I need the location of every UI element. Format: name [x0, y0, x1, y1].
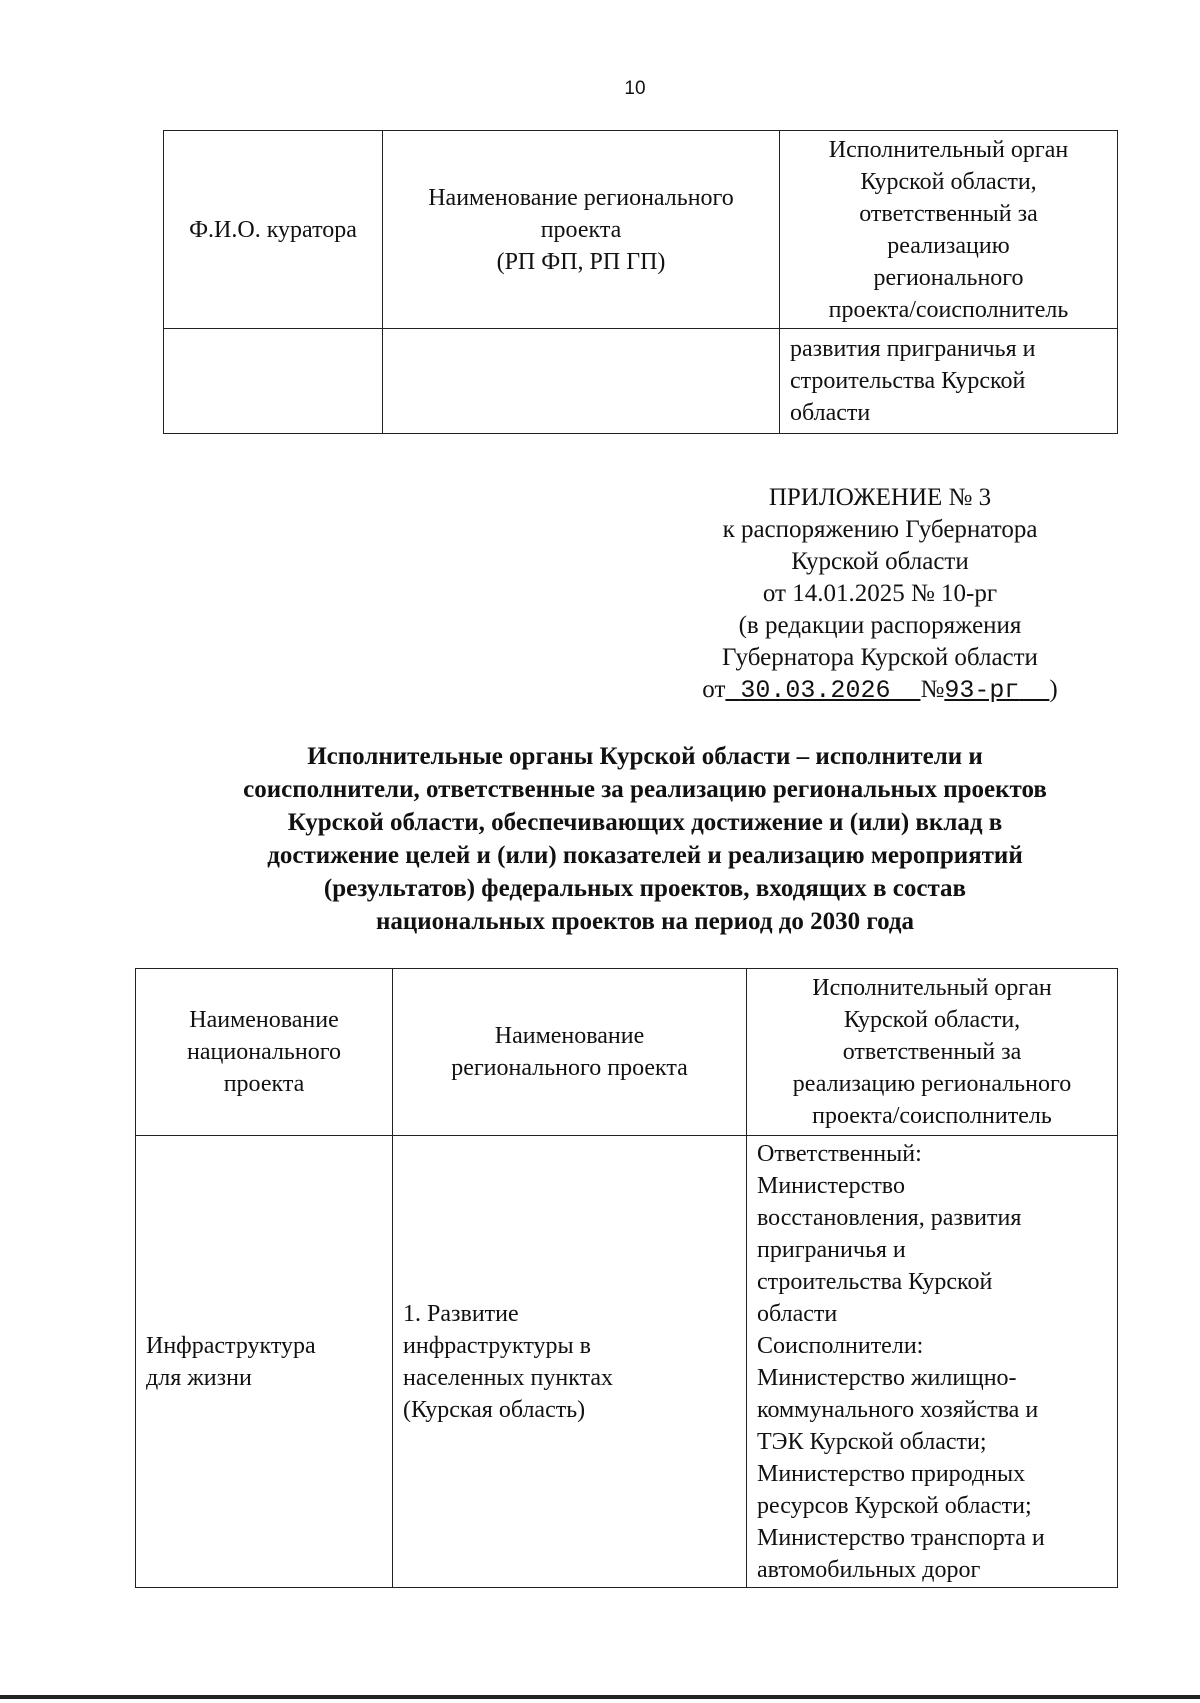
header-line: Исполнительный орган: [828, 136, 1069, 163]
header-line: регионального проекта: [451, 1055, 688, 1081]
cell-line: ресурсов Курской области;: [757, 1493, 1032, 1519]
appendix-block: [680, 482, 1080, 707]
cell-line: восстановления, развития: [757, 1205, 1022, 1231]
cell-line: развития приграничья и: [790, 336, 1036, 362]
continued-table: [163, 130, 1118, 434]
appendix-title: ПРИЛОЖЕНИЕ № 3: [768, 484, 992, 511]
header-line: Курской области,: [843, 1007, 1021, 1033]
cell-executive-body: [747, 1136, 1118, 1588]
header-line: ответственный за: [842, 1039, 1022, 1065]
cell-line: приграничья и: [757, 1237, 906, 1263]
cell-line: строительства Курской: [757, 1269, 993, 1295]
appendix-line: Курской области: [791, 548, 969, 575]
heading-line: достижение целей и (или) показателей и реализацию мероприятий: [267, 842, 1023, 869]
from-prefix: от: [702, 676, 726, 703]
header-line: реализацию регионального: [792, 1071, 1072, 1097]
appendix-edition-line: [680, 674, 1080, 707]
header-national-project: [136, 969, 393, 1136]
cell-project: [383, 329, 780, 434]
header-executive-body: [747, 969, 1118, 1136]
header-line: регионального: [873, 264, 1024, 291]
header-line: проекта: [540, 216, 622, 243]
header-line: Курской области,: [860, 168, 1037, 195]
cell-line: Министерство природных: [757, 1461, 1026, 1487]
cell-line: Ответственный:: [757, 1141, 922, 1167]
heading-line: соисполнители, ответственные за реализацию региональных проектов: [243, 776, 1047, 803]
cell-line: автомобильных дорог: [757, 1557, 981, 1583]
cell-line: инфраструктуры в: [403, 1332, 591, 1359]
heading-line: (результатов) федеральных проектов, входящих в состав: [323, 875, 967, 902]
header-line: Наименование: [494, 1023, 645, 1049]
cell-line: Министерство транспорта и: [757, 1525, 1045, 1551]
cell-line: строительства Курской: [790, 368, 1026, 394]
cell-line: Министерство: [757, 1173, 905, 1199]
continued-table-header: [164, 131, 1118, 329]
cell-line: Инфраструктура: [146, 1332, 316, 1359]
main-table-row: [136, 1136, 1118, 1588]
bottom-scan-edge: [0, 1695, 1200, 1699]
main-table-header: [136, 969, 1118, 1136]
header-line: национального: [187, 1039, 341, 1065]
header-executive-body: [780, 131, 1118, 329]
header-regional-project-name: [383, 131, 780, 329]
cell-line: коммунального хозяйства и: [757, 1397, 1039, 1423]
header-line: (РП ФП, РП ГП): [496, 248, 666, 275]
header-line: реализацию: [887, 232, 1010, 259]
appendix-line: к распоряжению Губернатора: [722, 516, 1038, 543]
appendix-line: Губернатора Курской области: [722, 644, 1038, 671]
heading-line: национальных проектов на период до 2030 года: [375, 908, 915, 935]
header-line: Наименование: [189, 1007, 339, 1033]
cell-line: ТЭК Курской области;: [757, 1429, 987, 1455]
header-curator-name: Ф.И.О. куратора: [164, 131, 383, 329]
edition-number: [944, 676, 1049, 705]
main-table: [135, 968, 1118, 1588]
header-line: проекта/соисполнитель: [812, 1103, 1052, 1129]
continued-table-row: [164, 329, 1118, 434]
cell-line: Министерство жилищно-: [757, 1365, 1017, 1391]
cell-line: Соисполнители:: [757, 1333, 924, 1359]
cell-regional-project: [393, 1136, 747, 1588]
header-line: проекта/соисполнитель: [828, 296, 1069, 323]
header-line: ответственный за: [859, 200, 1038, 227]
edition-date: [725, 676, 920, 705]
cell-line: области: [757, 1301, 838, 1327]
page-number: 10: [624, 78, 646, 99]
heading-line: Курской области, обеспечивающих достижение и (или) вклад в: [287, 809, 1003, 836]
header-regional-project: [393, 969, 747, 1136]
number-prefix: №: [920, 676, 945, 703]
edition-date-value: 30.03.2026: [740, 676, 891, 705]
header-line: Исполнительный орган: [812, 975, 1052, 1001]
heading-line: Исполнительные органы Курской области – исполнители и: [307, 743, 983, 770]
cell-line: 1. Развитие: [403, 1300, 519, 1327]
cell-line: для жизни: [146, 1364, 252, 1391]
document-heading: [160, 740, 1130, 938]
cell-line: (Курская область): [403, 1396, 586, 1423]
appendix-line: (в редакции распоряжения: [738, 612, 1022, 639]
cell-executive: [780, 329, 1118, 434]
appendix-line: от 14.01.2025 № 10-рг: [762, 580, 998, 607]
cell-line: области: [790, 400, 871, 426]
edition-number-value: 93-рг: [944, 676, 1020, 705]
cell-curator: [164, 329, 383, 434]
header-line: проекта: [223, 1071, 305, 1097]
header-line: Наименование регионального: [428, 184, 734, 211]
cell-national-project: [136, 1136, 393, 1588]
closing-paren: ): [1049, 676, 1058, 703]
cell-line: населенных пунктах: [403, 1364, 613, 1391]
